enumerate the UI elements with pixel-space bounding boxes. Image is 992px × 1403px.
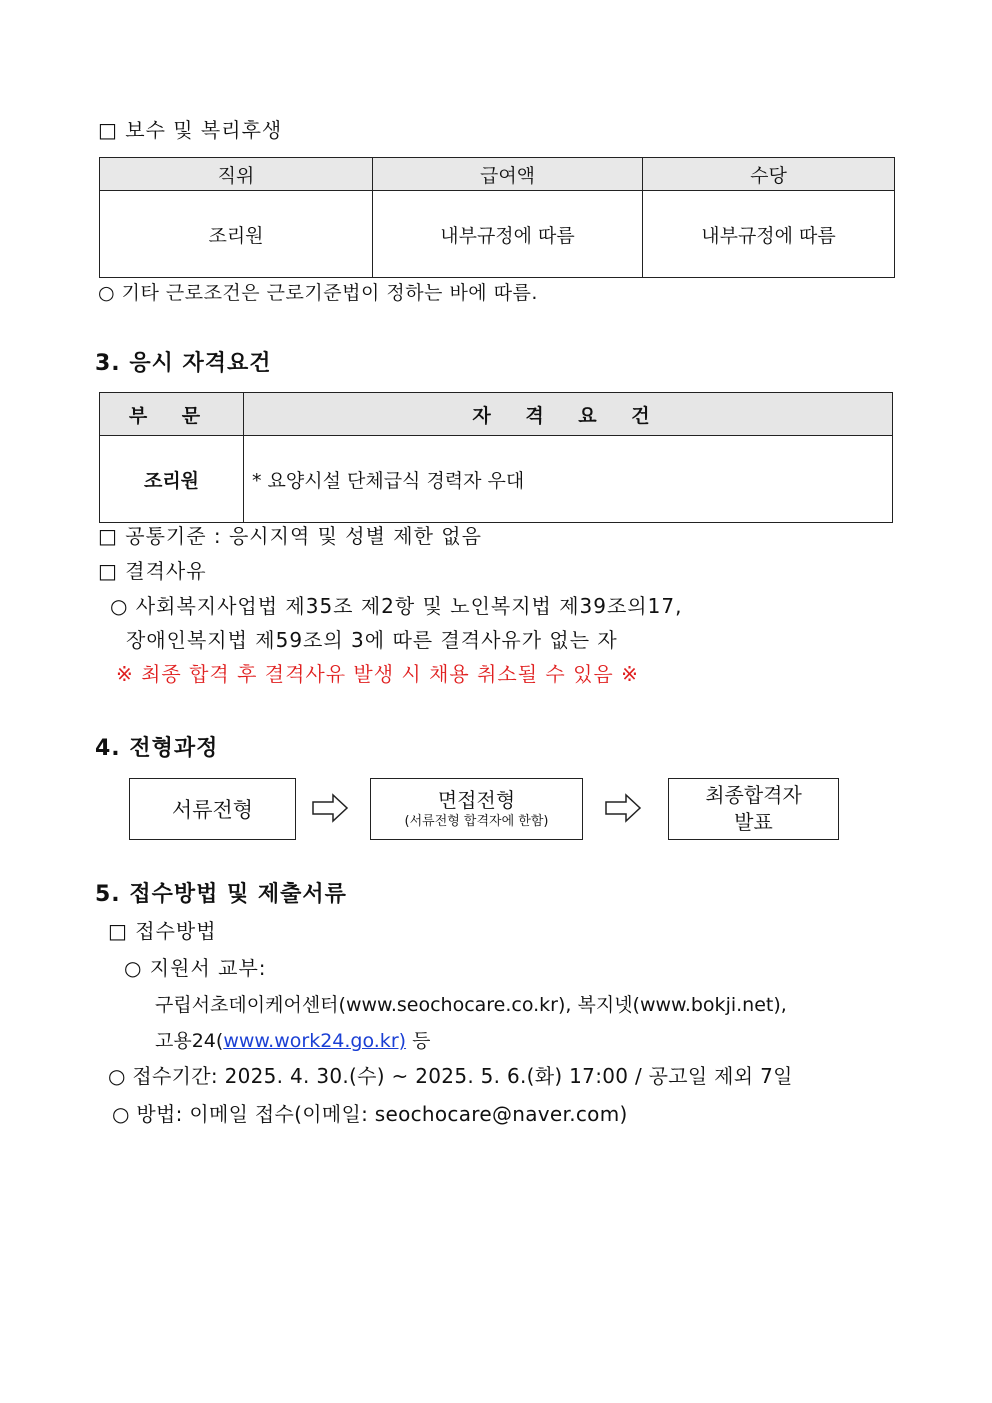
pay-cell-position: 조리원 <box>100 191 373 278</box>
step-final-announcement <box>668 778 839 840</box>
application-method: ○ 방법: 이메일 접수(이메일: seochocare@naver.com) <box>112 1102 628 1126</box>
qual-header-requirement: 자 격 요 건 <box>244 393 893 436</box>
site3-prefix: 고용24( <box>155 1030 224 1052</box>
step2-label: 면접전형 <box>437 788 516 812</box>
pay-header-salary: 급여액 <box>373 158 643 191</box>
qualification-table <box>99 392 893 523</box>
application-period: ○ 접수기간: 2025. 4. 30.(수) ~ 2025. 5. 6.(화) 17:00 / 공고일 제외 7일 <box>108 1064 793 1088</box>
common-criteria: □ 공통기준 : 응시지역 및 성별 제한 없음 <box>98 524 482 548</box>
pay-header-position: 직위 <box>100 158 373 191</box>
disqualification-line2: 장애인복지법 제59조의 3에 따른 결격사유가 없는 자 <box>126 628 618 652</box>
pay-section-title: □ 보수 및 복리후생 <box>98 118 283 142</box>
site3-suffix: 등 <box>406 1030 431 1052</box>
step-interview <box>370 778 583 840</box>
pay-note: ○ 기타 근로조건은 근로기준법이 정하는 바에 따름. <box>98 282 538 304</box>
step1-label: 서류전형 <box>171 798 254 822</box>
qual-header-division: 부 문 <box>100 393 244 436</box>
disqualification-warning: ※ 최종 합격 후 결격사유 발생 시 채용 취소될 수 있음 ※ <box>116 662 639 686</box>
disqualification-title: □ 결격사유 <box>98 559 207 583</box>
pay-header-allowance: 수당 <box>643 158 895 191</box>
pay-cell-salary: 내부규정에 따름 <box>373 191 643 278</box>
step3-label-line1: 최종합격자 <box>705 783 802 807</box>
sites-line: 구립서초데이케어센터(www.seochocare.co.kr), 복지넷(www.bokji.net), <box>155 994 787 1016</box>
method-title: □ 접수방법 <box>108 919 217 943</box>
step3-label-line2: 발표 <box>734 810 773 834</box>
work24-link[interactable]: www.work24.go.kr) <box>223 1030 407 1052</box>
submit-label: ○ 지원서 교부: <box>124 956 267 980</box>
step-document-screening <box>129 778 296 840</box>
qual-cell-requirement: * 요양시설 단체급식 경력자 우대 <box>244 436 893 523</box>
step2-note: (서류전형 합격자에 한함) <box>404 814 549 829</box>
disqualification-line1: ○ 사회복지사업법 제35조 제2항 및 노인복지법 제39조의17, <box>110 594 683 618</box>
pay-cell-allowance: 내부규정에 따름 <box>643 191 895 278</box>
qual-cell-division: 조리원 <box>100 436 244 523</box>
section4-title: 4. 전형과정 <box>95 736 219 761</box>
section5-title: 5. 접수방법 및 제출서류 <box>95 882 347 907</box>
site3-line <box>155 1026 430 1053</box>
pay-table <box>99 157 895 278</box>
arrow-right-icon <box>604 793 642 823</box>
arrow-right-icon <box>311 793 349 823</box>
section3-title: 3. 응시 자격요건 <box>95 351 272 376</box>
